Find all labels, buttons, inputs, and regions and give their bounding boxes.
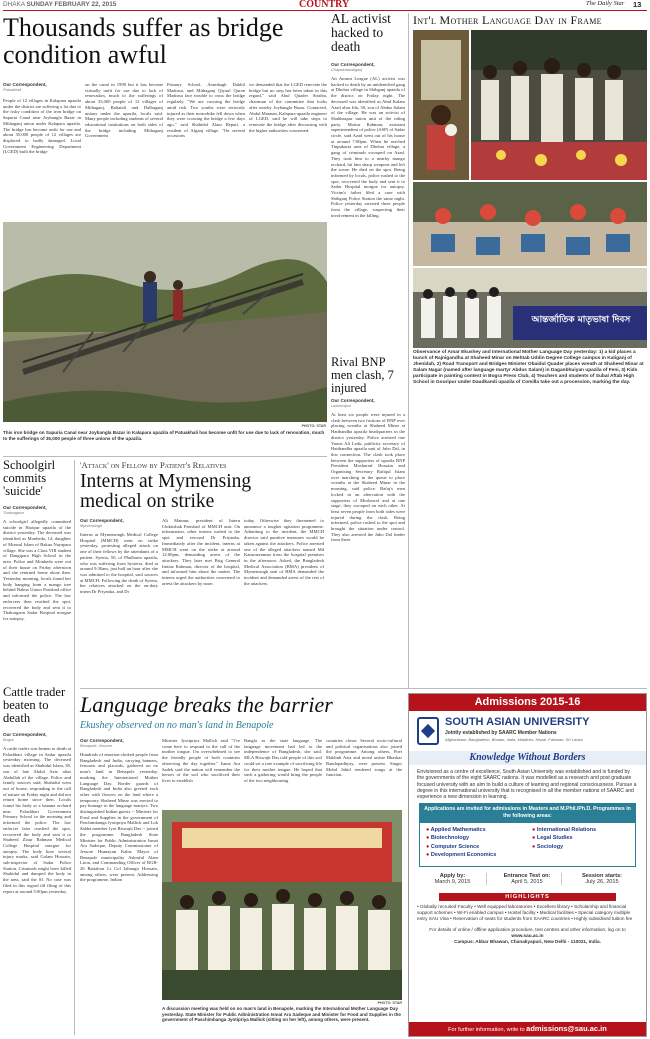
ad-dates bbox=[419, 873, 636, 885]
feature-banner-text: আন্তর্জাতিক মাতৃভাষা দিবস bbox=[531, 315, 631, 325]
programme-item: ● Sociology bbox=[532, 843, 564, 850]
ad-website-link[interactable]: www.sau.ac.in bbox=[511, 932, 544, 938]
interns-headline bbox=[80, 472, 330, 513]
interns-col-2: Ali Mamun, president of Intern Chikitshak Parishad of MMCH unit. On information, other interns rushed to the spot and rescued Dr Priyanka. Immediately after the incident, interns at MMCH went on the strike at around 12:00pm, demanding arrest of the attackers. They later met Brig General Imtiaz Rahman, director of the hospital, and informed him about the matter. The interns urged the authorities concerned to arrest the attackers by noon bbox=[162, 518, 240, 586]
al-byline: Our Correspondent, bbox=[331, 62, 375, 67]
interns-byline-place: Mymensingh bbox=[80, 522, 103, 528]
bridge-byline-place: Patuakhali bbox=[3, 86, 22, 92]
ad-programmes-title: Applications are invited for admissions in Masters and M.Phil./Ph.D. Programmes in the following areas: bbox=[419, 803, 636, 822]
cattle-byline-place: Bogra bbox=[3, 736, 14, 742]
photo-feature-caption: Observance of Amar Ekushey and International Mother Language Day yesterday: 1) a kid places a bunch of Rajnigandha at Shaheed Minar on Mehtab Uddin Degree College campus in Kaliganj of Jhenidah, 2) Road Transport and Bridges Minister Obaidul Quader places wreath at Shaheed Minar at Salam Nagar (named after language martyr Abdus Salam) in Daganbhuiyan upazila of Feni, 3) Kids participate in painting contest in Bogra Press Club, 4) Teachers and students of Subal Aftab High School in Gouripur under Daudkandi upazila of Comilla take out a procession, marking the day. bbox=[413, 350, 644, 385]
language-top-rule bbox=[80, 688, 647, 689]
bnp-byline: Our Correspondent, bbox=[331, 398, 375, 403]
bridge-photo bbox=[3, 222, 327, 422]
sau-logo-icon bbox=[417, 717, 439, 745]
bnp-byline-block bbox=[331, 398, 405, 411]
interns-byline: Our Correspondent, bbox=[80, 518, 124, 523]
bridge-headline bbox=[3, 14, 323, 69]
ad-details-text: For details of online / offline application procedure, test centres and other information, log on to bbox=[429, 926, 626, 932]
date-value: March 9, 2015 bbox=[434, 878, 471, 885]
language-col-4: countries closer. Several socio-cultural and political organisations also joined the programme. Among others, Poet Mahbub Aziz and noted artiste Bhaskar Bandopadhyay, were present. Singer Mohd Jahid rendered songs at the function. bbox=[326, 738, 402, 778]
date-label: Apply by: bbox=[439, 872, 466, 879]
school-headline: Schoolgirl commits 'suicide' bbox=[3, 458, 56, 499]
bridge-col-2: on the canal in 1998 but it has become virtually unfit for use due to lack of renovation, much to the sufferings of about 35,000 people of 12 villages of Mithaganj, Baliatali and Dalbuganj unions under the upazila, locals said. Many people including students of several educational institutions on both sides of the bridge including Mithaganj Government bbox=[85, 82, 163, 139]
feature-photo-3-illustration bbox=[413, 182, 647, 266]
ad-intro: Envisioned as a centre of excellence, South Asian University was established and is funded by the governments of the eight SAARC nations. It was modelled as a research and post graduate focused university with an aim to build a culture of learning and regional consciousness. Pursue a degree in this international university that is recognised in all the member nations of SAARC and experience a new dimension in learning. bbox=[417, 769, 637, 801]
ad-programmes bbox=[419, 823, 636, 867]
school-byline: Our Correspondent, bbox=[3, 505, 47, 510]
language-caption: A discussion meeting was held on no man's land in Benapole, marking the International Mother Language Day yesterday. State Minister for Public Administration Ismat Ara Sadeque and Minister for Food and Supplies in the government of Paschimbanga Jyotipriya Mallick (sitting on her left), among others, were present. bbox=[162, 1006, 401, 1023]
ad-campus: Campus: Akbar Bhawan, Chanakyapuri, New Delhi - 110021, India. bbox=[454, 938, 601, 944]
sau-advertisement[interactable] bbox=[408, 693, 647, 1037]
programme-item: ● Applied Mathematics bbox=[426, 826, 486, 833]
bnp-byline-place: Lakshmipur bbox=[331, 402, 352, 408]
date-value: July 26, 2015 bbox=[585, 878, 619, 885]
bridge-col-1: People of 12 villages in Kalapara upazila under the district are suffering a lot due to the risky condition of the iron bridge on Sapuria Canal near Joybangla Bazar in Mithaganj union under Kalapara upazila. The bridge has become unfit for use and about 35,000 people of 12 villages are displaced to badly damaged. Local Government Engineering Department (LGED) built the bridge bbox=[3, 98, 81, 155]
dateline-city: DHAKA bbox=[3, 1, 25, 8]
date-label: Entrance Test on: bbox=[503, 872, 551, 879]
language-col-3: Bangla as the state language. The language movement had led to the independence of Bangladesh, she said. MLA Biswajit Das told people of this soil could set a rare example of sacrificing life for their mother tongue. He hoped that such a gathering would bring the people of the two neighbouring bbox=[244, 738, 322, 783]
school-body: A schoolgirl allegedly committed suicide in Haripur upazila of the district yesterday. The deceased was identified as Monbeda, 14, daughter of Monsul Islam of Bakua Nayapara village. She was a Class VIII student of Dangipara High School in the area. Police and Monbeda were out of their house on Friday afternoon and she returned home alone then. Yesterday morning, locals found her body hanging from a mango tree behind Bakua Union Parishad office and informed the police. The law enforcers then reached the spot, recovered the body and sent it to Thakurgaon Sadar Hospital morgue for autopsy. bbox=[3, 519, 71, 621]
left-column-divider bbox=[74, 460, 75, 1035]
page-header bbox=[3, 0, 647, 10]
interns-kicker: 'Attack' on Fellow by Patient's Relatives bbox=[80, 460, 227, 470]
section-title: COUNTRY bbox=[299, 0, 350, 10]
ad-contact-bar bbox=[409, 1022, 646, 1036]
interns-byline-block bbox=[80, 518, 158, 531]
ad-email-link[interactable]: admissions@sau.ac.in bbox=[526, 1024, 607, 1033]
date-label: Session starts: bbox=[581, 872, 623, 879]
header-rule bbox=[3, 10, 647, 11]
column-divider bbox=[408, 13, 409, 689]
bridge-caption: This iron bridge on Sapuria Canal near Joybangla Bazar in Kalapara upazila of Patuakhali has become unfit for use due to lack of renovation, much to the sufferings of 35,000 people of three unions of the upazila. bbox=[3, 430, 325, 441]
ad-title: Admissions 2015-16 bbox=[409, 694, 646, 711]
ad-programmes-right bbox=[532, 826, 596, 852]
bridge-headline-line1: Thousands suffer as bridge bbox=[3, 13, 284, 42]
interns-col-1: Interns at Mymensingh Medical College Hospital (MMCH) went on strike yesterday, protesting alleged attack on one of their fellows by the attendants of a patient. Syeeta, 50, of Phulbaria upazila, who was suffering from hysteria, died at around 9:30am, just half an hour after she was admitted to the hospital, said sources at MMCH. Following the death of Syeeta, her relatives attacked on the on-duty intern Dr Priyanka, and Dr bbox=[80, 532, 158, 595]
ad-details bbox=[409, 925, 646, 939]
programme-item: ● Development Economics bbox=[426, 852, 497, 859]
cattle-byline: Our Correspondent, bbox=[3, 732, 47, 737]
date-value: April 5, 2015 bbox=[511, 878, 543, 885]
language-byline: Our Correspondent, bbox=[80, 738, 124, 743]
ad-date-apply bbox=[419, 873, 487, 885]
cattle-body: A cattle trader was beaten to death at Palashbari village in Sadar upazila yesterday morning. The deceased was identified as Shahidul Islam, 38, son of late Abdul Aziz alias Abdullah of the village. Police and family sources said, Shahidul went out of house, responding to the call of nature on Friday night and did not return home since then. Locals found his body at a banana orchard near Palashbari Government Primary School in the morning and informed the police. The law enforcer later reached the spot, recovered the body and sent it to Shaheed Ziaur Rahman Medical College Hospital morgue for autopsy. The body bore several injury marks, said Golam Hossain, sub-inspector of Sadar Police Station. Criminals might have killed Shahidul and dumped the body in the area, said the SI. No case was filed in this regard till filing of this report at around 5:00pm yesterday. bbox=[3, 746, 71, 894]
interns-col-3: today. Otherwise they threatened to announce a tougher agitation programme. Admitting to the incident, the MMCH director said punitive measures would be taken against the attackers. Police arrested one of the alleged attackers named Md Kamruzzaman from the hospital premises in the afternoon. Asked, the Bangladesh Medical Association (BMA) president of Mymensingh unit of BMA demanded the incident and demanded arrest of the rest of the attackers. bbox=[244, 518, 324, 586]
interns-headline-line2: medical on strike bbox=[80, 491, 215, 513]
school-byline-place: Thakurgaon bbox=[3, 509, 24, 515]
programme-item: ● Computer Science bbox=[426, 843, 480, 850]
feature-photo-1 bbox=[413, 30, 469, 180]
ad-nations: Afghanistan, Bangladesh, Bhutan, India, Maldives, Nepal, Pakistan, Sri Lanka bbox=[445, 737, 583, 742]
bridge-photo-credit: PHOTO: STAR bbox=[301, 424, 326, 428]
language-headline: Language breaks the barrier bbox=[80, 692, 333, 717]
feature-photo-3 bbox=[413, 182, 647, 266]
programme-item: ● Biotechnology bbox=[426, 835, 470, 842]
cattle-headline: Cattle trader beaten to death bbox=[3, 685, 66, 726]
language-col-2: Minister Jyotipriya Mallick said "I've come here to respond to the call of the mother tongue. I'm overwhelmed to see the friendly people of both countries observing the day together." Ismat Ara Sadek said the nation will remember the heroes of the soil who sacrificed their lives to establish bbox=[162, 738, 240, 783]
school-byline-block bbox=[3, 505, 71, 518]
language-photo-illustration bbox=[162, 810, 402, 1000]
dateline-date: SUNDAY FEBRUARY 22, 2015 bbox=[26, 1, 117, 8]
language-byline-block bbox=[80, 738, 158, 751]
bridge-headline-line2: condition awful bbox=[3, 40, 167, 70]
bridge-col-4: we demanded that the LGED renovate the bridge but no step has been taken in this regard," said Abul Quader Siraiba, chairman of the committee that looks after nearby Joybangla Bazar. Contacted, Abdul Mannan, Kalapara upazila engineer of LGED, said he will take steps to renovate the bridge after discussing with the higher authorities concerned. bbox=[249, 82, 327, 133]
al-byline-place: Chapainawabganj bbox=[331, 66, 363, 72]
ad-masthead bbox=[409, 711, 646, 751]
feature-photo-2-illustration bbox=[471, 30, 647, 180]
al-byline-block bbox=[331, 62, 405, 75]
ad-highlights-title: HIGHLIGHTS bbox=[439, 893, 616, 901]
bnp-headline: Rival BNP men clash, 7 injured bbox=[331, 355, 394, 396]
ad-subtitle: Jointly established by SAARC Member Nations bbox=[445, 730, 557, 736]
page-number: 13 bbox=[633, 0, 642, 9]
ad-highlights: • Globally recruited Faculty • Well equipped laboratories • Excellent library • Scholarship and financial support schemes • Wi-Fi enabled campus • Hostel facility • Medical facilities • Special category multiple entry SAU Visa • Reservation of seats for students from SAARC countries • Highly subsidised tuition fee bbox=[417, 903, 633, 921]
al-headline: AL activist hacked to death bbox=[331, 11, 391, 55]
al-body: An Awami League (AL) activist was hacked to death by an unidentified gang at Dhobra village in Shibganj upazila of the district on Friday night. The deceased was identified as Abul Kalam Azad alias Idu, 30, son of Abdus Salam of the village. He was an activist of Shahbazpur union unit of the ruling party. Motiur Rahman, assistant superintendent of police (ASP) of Sadar circle, said Azad went out of his house at around 7:00pm. When he reached Tinpukuria area of Dhobra village, a gang of criminals swooped on Azad. They took him to a nearby mango orchard, hit him sharp weapons and left the scene. He died on the spot. Being informed by locals, police rushed to the spot, recovered the body and sent it to Sadar Hospital morgue for autopsy. Victim's father filed a case with Shibganj Police Station the same night. Police yesterday arrested three people from the village, suspecting their involvement in the killing. bbox=[331, 76, 405, 218]
ad-contact-prefix: For further information, write to bbox=[448, 1027, 525, 1033]
bridge-byline-block bbox=[3, 82, 81, 95]
feature-photo-2 bbox=[471, 30, 647, 180]
language-byline-place: Benapole, Jessore bbox=[80, 742, 113, 748]
programme-item: ● Legal Studies bbox=[532, 835, 573, 842]
cattle-byline-block bbox=[3, 732, 71, 745]
bridge-col-3: Primary School, Arambagh Dakhil Madrasa, and Mithaganj Qiyaul Quran Madrasa face trouble to cross the bridge regularly. "We are crossing the bridge amid risk. Two youths were seriously injured as their motorbike fell down when they were crossing the bridge a few days ago," said Shahidul Alam Bepari, a resident of Afganj village. "On several occasions bbox=[167, 82, 245, 139]
interns-headline-line1: Interns at Mymensing bbox=[80, 471, 252, 492]
ad-date-test bbox=[494, 873, 562, 885]
ad-date-session bbox=[568, 873, 636, 885]
logo: The Daily Star bbox=[586, 0, 625, 7]
bridge-byline: Our Correspondent, bbox=[3, 82, 47, 87]
ad-university: SOUTH ASIAN UNIVERSITY bbox=[445, 716, 590, 728]
dateline bbox=[3, 1, 116, 8]
bnp-body: At least six people were injured in a clash between two factions of BNP over placing wreaths at Shaheed Minar at Hatibandha upazila headquarters in the district yesterday. Police arrested one Yunus Ali Ledu, publicity secretary of Hatibandha upazila unit of Jubo Dal, in this connection. The clash took place between the supporters of upazila BNP President Mosharraf Hossain and Organising Secretary Rafiqul Islam over marching in the queue to place wreaths at the Shaheed Minar in the morning, said police. Rafiq's men locked in an altercation with the supporters of Mosharraf and at one stage, they swooped on each other. At least seven people from both sides were injured during the clash. Being informed, police rushed to the spot and brought the situation under control. They also arrested the Jubo Dal leader from there. bbox=[331, 412, 405, 543]
feature-photo-4 bbox=[413, 268, 647, 348]
bridge-photo-illustration bbox=[3, 222, 327, 422]
photo-feature-title: Int'l Mother Language Day in Frame bbox=[413, 13, 602, 27]
language-photo bbox=[162, 810, 402, 1000]
feature-photo-4-illustration bbox=[413, 268, 647, 348]
feature-photo-1-illustration bbox=[413, 30, 469, 180]
language-col-1: Hundreds of emotion-choked people from Bangladesh and India, carrying banners, festoons and placards, gathered on no man's land in Benapole yesterday, marking the International Mother Language Day. Border guards of Bangladesh and India also greeted each other with flowers on the land where a temporary Shaheed Minar was erected to pay homage to the language martyrs. Two distinguished Indian guests -- Minister for Food and Supplies in the government of Paschimbanga Jyotipriya Mallick and Lok Sabha member Jyot Biswajit Das -- joined the programme. Bangladesh State Minister for Public Administration Ismat Ara Sadeque, Deputy Commissioner of Jessore Humayun Kabir, Mayor of Benapole municipality Ashraful Alam Liton, and Commanding Officer of BGB-26 Battalion Lt Col Jahangir Hossain, among others, were present. Addressing the programme, Indian bbox=[80, 752, 158, 883]
programme-item: ● International Relations bbox=[532, 826, 597, 833]
language-subhead: Ekushey observed on no man's land in Benapole bbox=[80, 720, 274, 731]
ad-programmes-left bbox=[426, 826, 496, 860]
ad-tagline: Knowledge Without Borders bbox=[409, 751, 646, 765]
language-photo-credit: PHOTO: STAR bbox=[377, 1001, 402, 1005]
section-rule bbox=[3, 456, 327, 457]
